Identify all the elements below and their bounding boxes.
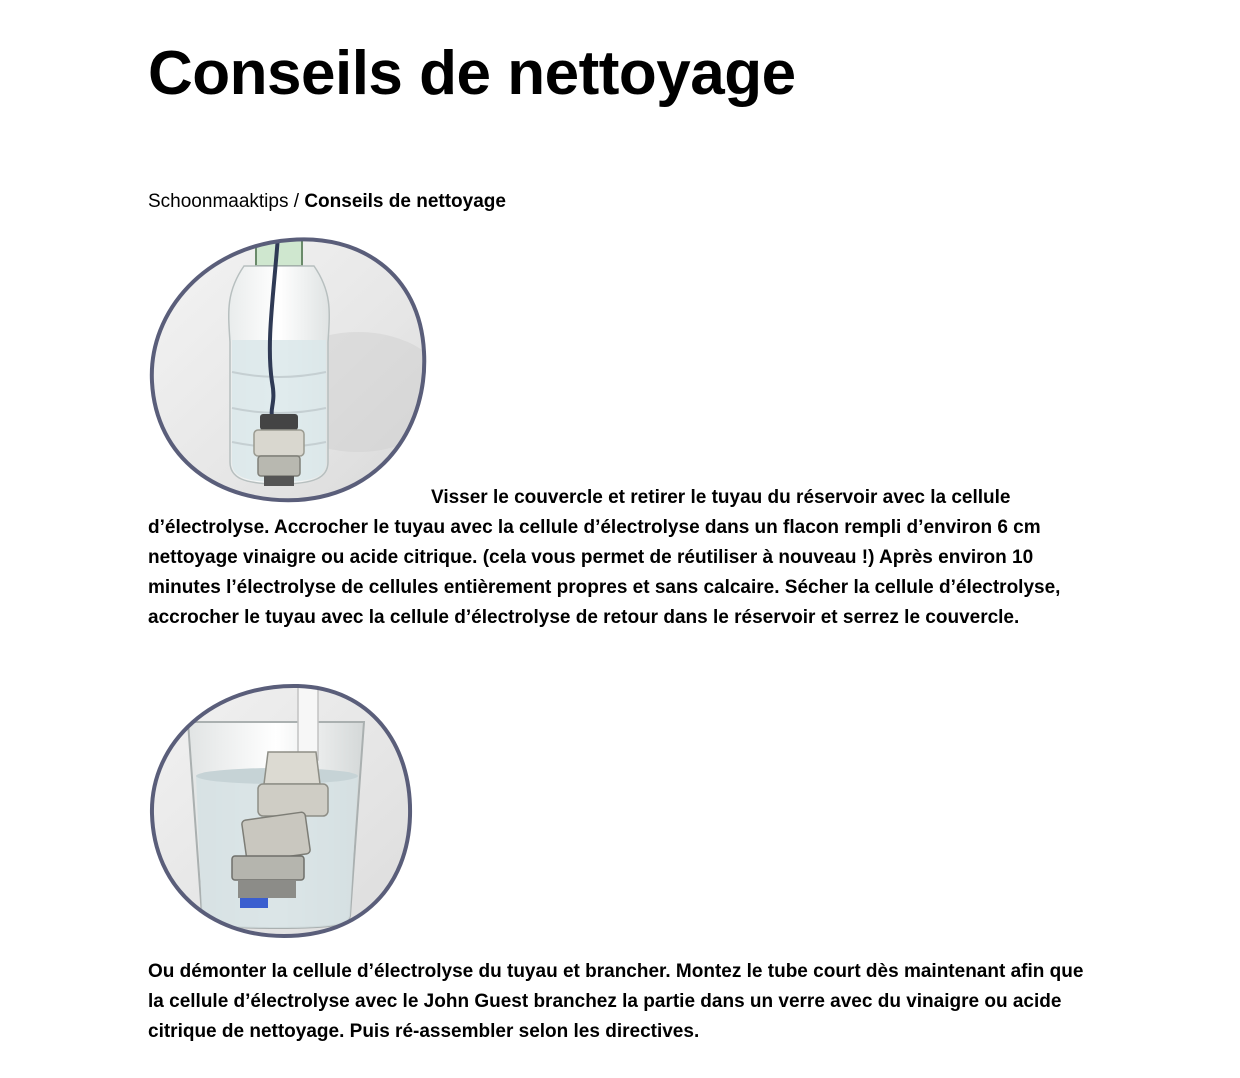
- breadcrumb-separator: /: [288, 191, 305, 212]
- breadcrumb-current: Conseils de nettoyage: [304, 191, 506, 212]
- cleaning-instructions-paragraph-2: Ou démonter la cellule d’électrolyse du tuyau et brancher. Montez le tube court dès maintenant afin que la cellule d’électrolyse avec le John Guest branchez la partie dans un verre avec du vinaigre ou acide citrique de nettoyage. Puis ré-assembler selon les directives.: [148, 961, 1084, 1042]
- glass-with-electrolysis-cell-photo: [148, 680, 418, 942]
- page-title: Conseils de nettoyage: [148, 39, 796, 108]
- breadcrumb-link-parent[interactable]: Schoonmaaktips: [148, 191, 289, 212]
- bottle-with-electrolysis-cell-photo: [148, 232, 432, 504]
- cleaning-instructions-paragraph-1: Visser le couvercle et retirer le tuyau du réservoir avec la cellule d’électrolyse. Accrocher le tuyau avec la cellule d’électrolyse dans un flacon rempli d’environ 6 cm nettoyage vinaigre ou acide citrique. (cela vous permet de réutiliser à nouveau !) Après environ 10 minutes l’électrolyse de cellules entièrement propres et sans calcaire. Sécher la cellule d’électrolyse, accrocher le tuyau avec la cellule d’électrolyse de retour dans le réservoir et serrez le couvercle.: [148, 487, 1061, 628]
- breadcrumb: [148, 189, 506, 215]
